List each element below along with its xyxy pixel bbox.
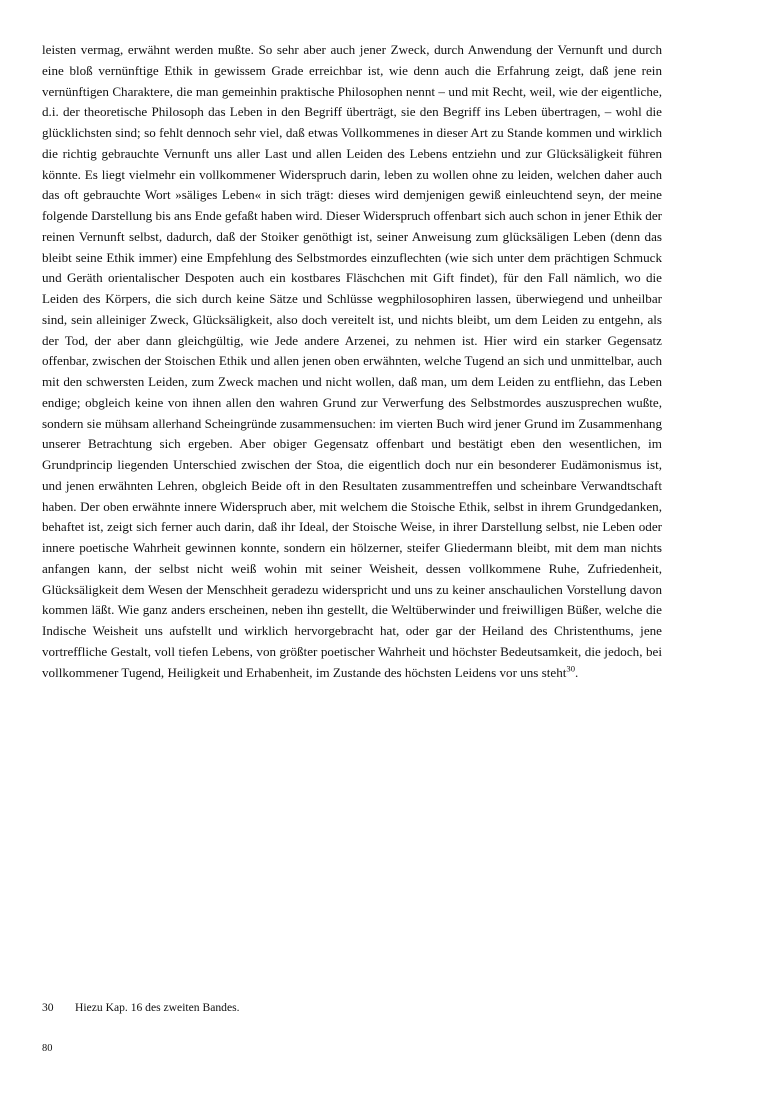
footnote-reference-marker: 30 xyxy=(566,663,575,674)
body-text-block xyxy=(42,40,662,683)
page-number: 80 xyxy=(42,1043,53,1054)
footnote-block xyxy=(42,1000,662,1017)
footnote-number: 30 xyxy=(42,1001,54,1014)
body-paragraph-text: leisten vermag, erwähnt werden mußte. So sehr aber auch jener Zweck, durch Anwendung der Vernunft und durch eine bloß vernünftige Ethik in gewissem Grade erreichbar ist, wie denn auch die Erfahrung zeigt, daß jene rein vernünftigen Charaktere, die man gemeinhin praktische Philosophen nennt – und mit Recht, weil, wie der eigentliche, d.i. der theoretische Philosoph das Leben in den Begriff überträgt, sie den Begriff ins Leben übertragen, – wohl die glücklichsten sind; so fehlt dennoch sehr viel, daß etwas Vollkommenes in dieser Art zu Stande kommen und wirklich die richtig gebrauchte Vernunft uns aller Last und allen Leiden des Lebens entziehn und zur Glücksäligkeit führen könnte. Es liegt vielmehr ein vollkommener Widerspruch darin, leben zu wollen ohne zu leiden, welchen daher auch das oft gebrauchte Wort »säliges Leben« in sich trägt: dieses wird demjenigen gewiß einleuchtend seyn, der meine folgende Darstellung bis ans Ende gefaßt haben wird. Dieser Widerspruch offenbart sich auch schon in jener Ethik der reinen Vernunft selbst, dadurch, daß der Stoiker genöthigt ist, seiner Anweisung zum glücksäligen Leben (denn das bleibt seine Ethik immer) eine Empfehlung des Selbstmordes einzuflechten (wie sich unter dem prächtigen Schmuck und Geräth orientalischer Despoten auch ein kostbares Fläschchen mit Gift findet), für den Fall nämlich, wo die Leiden des Körpers, die sich durch keine Sätze und Schlüsse wegphilosophiren lassen, überwiegend und unheilbar sind, sein alleiniger Zweck, Glücksäligkeit, also doch vereitelt ist, und nichts bleibt, um dem Leiden zu entgehn, als der Tod, der aber dann gleichgültig, wie Jede andere Arzenei, zu nehmen ist. Hier wird ein starker Gegensatz offenbar, zwischen der Stoischen Ethik und allen jenen oben erwähnten, welche Tugend an sich und unmittelbar, auch mit den schwersten Leiden, zum Zweck machen und nicht wollen, daß man, um dem Leiden zu entfliehn, das Leben endige; obgleich keine von ihnen allen den wahren Grund zur Verwerfung des Selbstmordes auszusprechen wußte, sondern sie mühsam allerhand Scheingründe zusammensuchen: im vierten Buch wird jener Grund im Zusammenhang unserer Betrachtung sich ergeben. Aber obiger Gegensatz offenbart und bestätigt eben den wesentlichen, im Grundprincip liegenden Unterschied zwischen der Stoa, die eigentlich doch nur ein besonderer Eudämonismus ist, und jenen erwähnten Lehren, obgleich Beide oft in den Resultaten zusammentreffen und scheinbare Verwandtschaft haben. Der oben erwähnte innere Widerspruch aber, mit welchem die Stoische Ethik, selbst in ihrem Grundgedanken, behaftet ist, zeigt sich ferner auch darin, daß ihr Ideal, der Stoische Weise, in ihrer Darstellung selbst, nie Leben oder innere poetische Wahrheit gewinnen konnte, sondern ein hölzerner, steifer Gliedermann bleibt, mit dem man nichts anfangen kann, der selbst nicht weiß wohin mit seiner Weisheit, dessen vollkommene Ruhe, Zufriedenheit, Glücksäligkeit dem Wesen der Menschheit geradezu widerspricht und uns zu keiner anschaulichen Vorstellung davon kommen läßt. Wie ganz anders erscheinen, neben ihn gestellt, die Weltüberwinder und freiwilligen Büßer, welche die Indische Weisheit uns aufstellt und wirklich hervorgebracht hat, oder gar der Heiland des Christenthums, jene vortreffliche Gestalt, voll tiefen Lebens, von größter poetischer Wahrheit und höchster Bedeutsamkeit, die jedoch, bei vollkommener Tugend, Heiligkeit und Erhabenheit, im Zustande des höchsten Leidens vor uns steht xyxy=(42,42,663,680)
footnote-text: Hiezu Kap. 16 des zweiten Bandes. xyxy=(75,1001,240,1014)
body-paragraph: leisten vermag, erwähnt werden mußte. So sehr aber auch jener Zweck, durch Anwendung der Vernunft und durch eine bloß vernünftige Ethik in gewissem Grade erreichbar ist, wie denn auch die Erfahrung zeigt, daß jene rein vernünftigen Charaktere, die man gemeinhin praktische Philosophen nennt – und mit Recht, weil, wie der eigentliche, d.i. der theoretische Philosoph das Leben in den Begriff überträgt, sie den Begriff ins Leben übertragen, – wohl die glücklichsten sind; so fehlt dennoch sehr viel, daß etwas Vollkommenes in dieser Art zu Stande kommen und wirklich die richtig gebrauchte Vernunft uns aller Last und allen Leiden des Lebens entziehn und zur Glücksäligkeit führen könnte. Es liegt vielmehr ein vollkommener Widerspruch darin, leben zu wollen ohne zu leiden, welchen daher auch das oft gebrauchte Wort »säliges Leben« in sich trägt: dieses wird demjenigen gewiß einleuchtend seyn, der meine folgende Darstellung bis ans Ende gefaßt haben wird. Dieser Widerspruch offenbart sich auch schon in jener Ethik der reinen Vernunft selbst, dadurch, daß der Stoiker genöthigt ist, seiner Anweisung zum glücksäligen Leben (denn das bleibt seine Ethik immer) eine Empfehlung des Selbstmordes einzuflechten (wie sich unter dem prächtigen Schmuck und Geräth orientalischer Despoten auch ein kostbares Fläschchen mit Gift findet), für den Fall nämlich, wo die Leiden des Körpers, die sich durch keine Sätze und Schlüsse wegphilosophiren lassen, überwiegend und unheilbar sind, sein alleiniger Zweck, Glücksäligkeit, also doch vereitelt ist, und nichts bleibt, um dem Leiden zu entgehn, als der Tod, der aber dann gleichgültig, wie Jede andere Arzenei, zu nehmen ist. Hier wird ein starker Gegensatz offenbar, zwischen der Stoischen Ethik und allen jenen oben erwähnten, welche Tugend an sich und unmittelbar, auch mit den schwersten Leiden, zum Zweck machen und nicht wollen, daß man, um dem Leiden zu entfliehn, das Leben endige; obgleich keine von ihnen allen den wahren Grund zur Verwerfung des Selbstmordes auszusprechen wußte, sondern sie mühsam allerhand Scheingründe zusammensuchen: im vierten Buch wird jener Grund im Zusammenhang unserer Betrachtung sich ergeben. Aber obiger Gegensatz offenbart und bestätigt eben den wesentlichen, im Grundprincip liegenden Unterschied zwischen der Stoa, die eigentlich doch nur ein besonderer Eudämonismus ist, und jenen erwähnten Lehren, obgleich Beide oft in den Resultaten zusammentreffen und scheinbare Verwandtschaft haben. Der oben erwähnte innere Widerspruch aber, mit welchem die Stoische Ethik, selbst in ihrem Grundgedanken, behaftet ist, zeigt sich ferner auch darin, daß ihr Ideal, der Stoische Weise, in ihrer Darstellung selbst, nie Leben oder innere poetische Wahrheit gewinnen konnte, sondern ein hölzerner, steifer Gliedermann bleibt, mit dem man nichts anfangen kann, der selbst nicht weiß wohin mit seiner Weisheit, dessen vollkommene Ruhe, Zufriedenheit, Glücksäligkeit dem Wesen der Menschheit geradezu widerspricht und uns zu keiner anschaulichen Vorstellung davon kommen läßt. Wie ganz anders erscheinen, neben ihn gestellt, die Weltüberwinder und freiwilligen Büßer, welche die Indische Weisheit uns aufstellt und wirklich hervorgebracht hat, oder gar der Heiland des Christenthums, jene vortreffliche Gestalt, voll tiefen Lebens, von größter poetischer Wahrheit und höchster Bedeutsamkeit, die jedoch, bei vollkommener Tugend, Heiligkeit und Erhabenheit, im Zustande des höchsten Leidens vor uns steht$^{30}$. xyxy=(42,42,663,680)
